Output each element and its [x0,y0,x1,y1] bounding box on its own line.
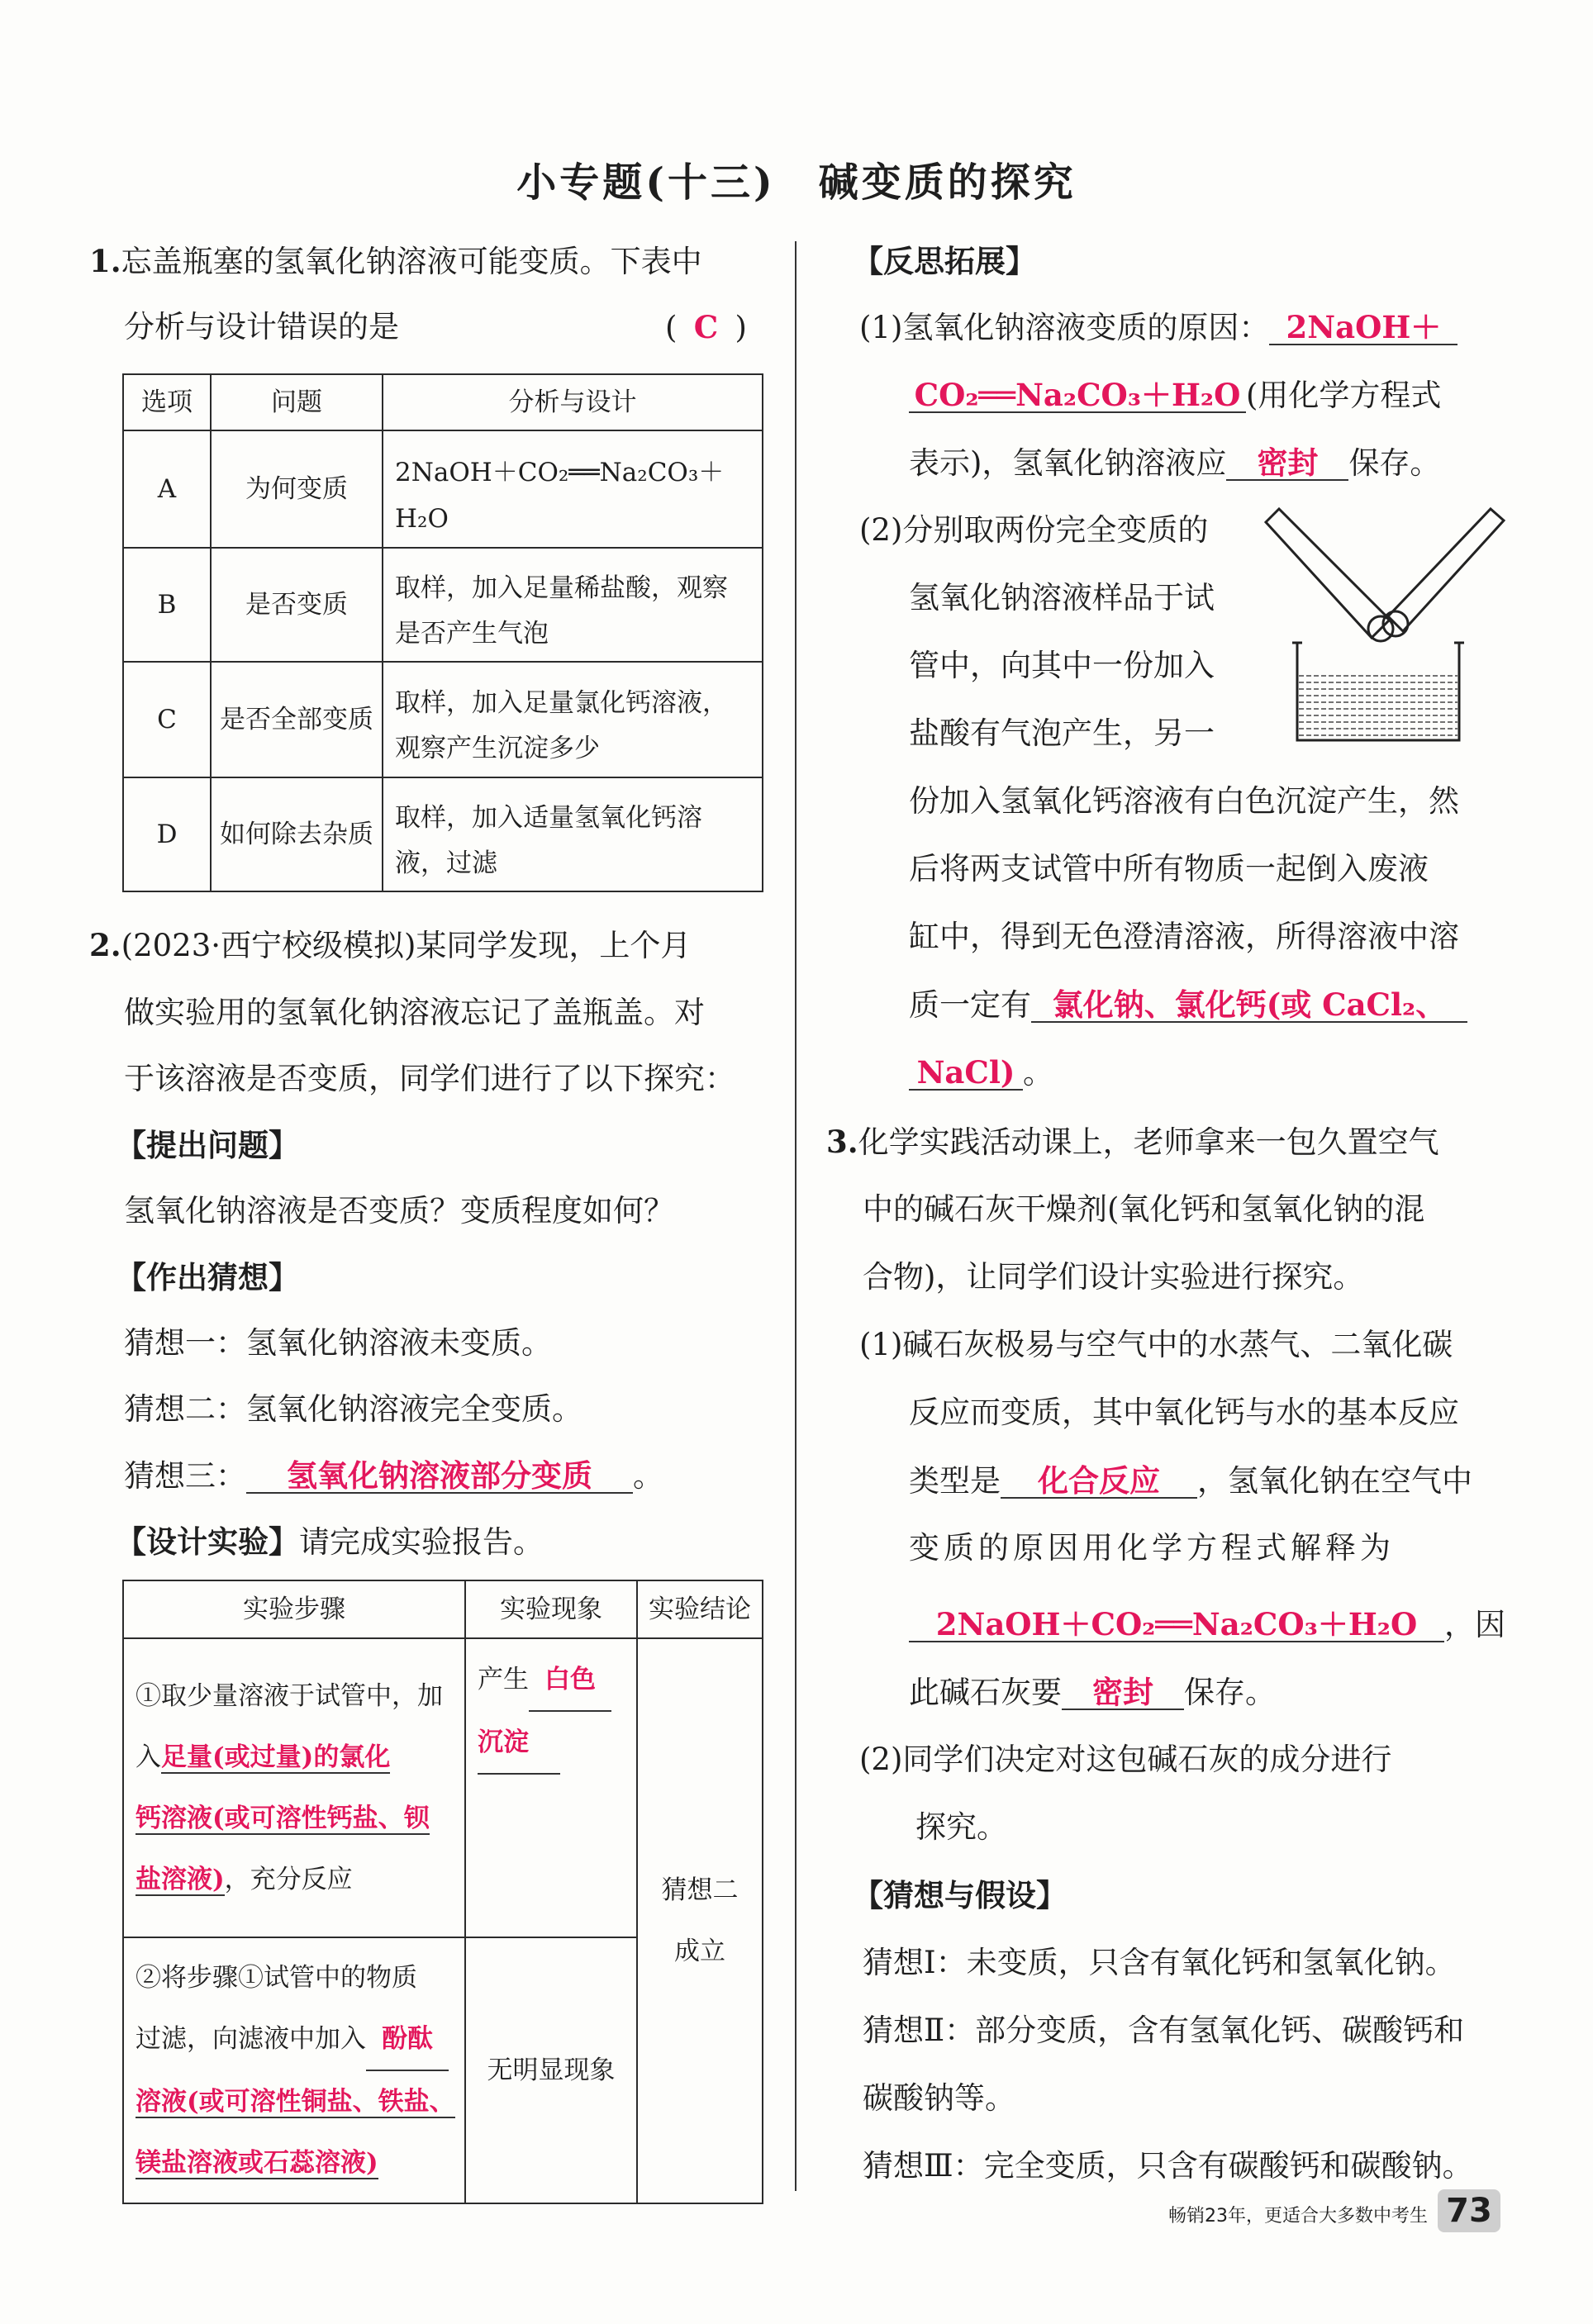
q2-reflect1-line3: 表示)，氢氧化钠溶液应 密封 保存。 [909,444,1441,481]
q2-reflect1-line2: CO₂══Na₂CO₃＋H₂O (用化学方程式 [909,378,1441,413]
q3-s1-line3: 类型是 化合反应 ，氢氧化钠在空气中 [909,1462,1472,1499]
q3-s1-line2: 反应而变质，其中氧化钙与水的基本反应 [909,1395,1459,1430]
q2-line3: 于该溶液是否变质，同学们进行了以下探究： [124,1061,735,1096]
table-row: A 为何变质 2NaOH＋CO₂══Na₂CO₃＋ H₂O [123,430,763,548]
q2-guess1: 猜想一：氢氧化钠溶液未变质。 [124,1325,552,1361]
q2-reflect1-answer-a: 2NaOH＋ [1269,311,1457,345]
table-row: D 如何除去杂质 取样，加入适量氢氧化钙溶 液，过滤 [123,777,763,891]
q2-reflect1-seal: 密封 [1226,446,1348,481]
q1-th-option: 选项 [123,374,211,430]
q2-reflect2-answer-a: 氯化钠、氯化钙(或 CaCl₂、 [1031,988,1467,1023]
q2-line1: 2.(2023·西宁校级模拟)某同学发现，上个月 [89,927,692,963]
q1-number: 1. [89,243,121,279]
q2-reflect2-line2: 氢氧化钠溶液样品于试 [909,580,1215,615]
table-row: ②将步骤①试管中的物质 过滤，向滤液中加入 酚酞 溶液(或可溶性铜盐、铁盐、 镁盐溶液或石蕊溶液) 无明显现象 [123,1937,763,2203]
q2-guess3-answer: 氢氧化钠溶液部分变质 [246,1459,633,1494]
q1-line2: 分析与设计错误的是 [124,309,399,345]
q3-s1-line6: 此碱石灰要 密封 保存。 [909,1674,1276,1710]
q3-line3: 合物)，让同学们设计实验进行探究。 [863,1259,1364,1295]
test-tubes-and-beaker-illustration [1256,504,1514,744]
test-tube-right-icon [1383,509,1504,636]
q2-heading-reflect: 【反思拓展】 [853,243,1036,279]
q2-question: 氢氧化钠溶液是否变质？变质程度如何？ [124,1193,674,1229]
column-divider [795,241,796,2191]
beaker-icon [1292,643,1464,740]
page-title: 小专题(十三) 碱变质的探究 [516,159,1077,206]
q3-s1-answer-type: 化合反应 [1001,1464,1197,1499]
q2-heading-question: 【提出问题】 [116,1127,299,1163]
q2-reflect2-line1: (2)分别取两份完全变质的 [859,512,1209,548]
q2-reflect1-answer-b: CO₂══Na₂CO₃＋H₂O [909,378,1246,413]
q3-s1-answer-eq: 2NaOH＋CO₂══Na₂CO₃＋H₂O [909,1608,1444,1642]
q3-s2-line1: (2)同学们决定对这包碱石灰的成分进行 [859,1742,1392,1777]
q3-s1-line1: (1)碱石灰极易与空气中的水蒸气、二氧化碳 [859,1327,1453,1362]
q2-reflect2-line5: 份加入氢氧化钙溶液有白色沉淀产生，然 [909,783,1459,819]
q2-table [122,1580,763,2204]
q2-reflect1-line1: (1)氢氧化钠溶液变质的原因： 2NaOH＋ [859,311,1457,345]
q3-hypothesis3: 猜想Ⅲ：完全变质，只含有碳酸钙和碳酸钠。 [863,2148,1473,2184]
q2-reflect2-answer-b: NaCl) [909,1056,1023,1091]
q2-heading-guess: 【作出猜想】 [116,1259,299,1295]
q2-phenomenon1-answer: 白色 [529,1649,611,1712]
q2-guess3: 猜想三： 氢氧化钠溶液部分变质 。 [124,1457,663,1494]
q2-reflect2-line4: 盐酸有气泡产生，另一 [909,715,1215,751]
q1-th-analysis: 分析与设计 [383,374,763,430]
q2-step2-answer: 酚酞 [366,2008,449,2071]
q1-answer: C [693,309,719,345]
q3-s1-line5: 2NaOH＋CO₂══Na₂CO₃＋H₂O ，因 [909,1608,1505,1642]
q2-number: 2. [89,927,121,963]
table-row: ①取少量溶液于试管中，加 入足量(或过量)的氯化 钙溶液(或可溶性钙盐、钡 盐溶液)，充分反应 产生 白色 沉淀 猜想二 成立 [123,1638,763,1937]
q3-heading-hypothesis: 【猜想与假设】 [853,1877,1067,1913]
q3-s1-line4: 变质的原因用化学方程式解释为 [909,1530,1395,1566]
q2-design: 【设计实验】请完成实验报告。 [116,1523,544,1560]
q3-number: 3. [826,1124,858,1160]
q2-phenomenon2: 无明显现象 [465,1937,637,2203]
q1-answer-bracket: ( C ) [665,309,747,345]
q2-th-phenomenon: 实验现象 [465,1580,637,1638]
q3-hypothesis2-line2: 碳酸钠等。 [863,2080,1015,2116]
q3-line2: 中的碱石灰干燥剂(氧化钙和氢氧化钠的混 [863,1191,1425,1227]
table-row: C 是否全部变质 取样，加入足量氯化钙溶液， 观察产生沉淀多少 [123,662,763,777]
q2-reflect2-line7: 缸中，得到无色澄清溶液，所得溶液中溶 [909,919,1459,954]
q1-table [122,373,763,892]
q1-line1: 1.忘盖瓶塞的氢氧化钠溶液可能变质。下表中 [89,243,702,279]
q2-line2: 做实验用的氢氧化钠溶液忘记了盖瓶盖。对 [124,995,705,1030]
q1-th-question: 问题 [211,374,383,430]
table-row: B 是否变质 取样，加入足量稀盐酸，观察 是否产生气泡 [123,548,763,662]
q3-s1-seal: 密封 [1062,1675,1184,1710]
footer-slogan: 畅销23年，更适合大多数中考生 [1168,2206,1428,2227]
q2-reflect2-line3: 管中，向其中一份加入 [909,648,1215,683]
q2-guess2: 猜想二：氢氧化钠溶液完全变质。 [124,1391,583,1427]
q2-th-step: 实验步骤 [123,1580,465,1638]
q3-line1: 3.化学实践活动课上，老师拿来一包久置空气 [826,1124,1439,1160]
q3-s2-line2: 探究。 [915,1809,1007,1845]
page-number: 73 [1438,2189,1500,2232]
q3-hypothesis1: 猜想Ⅰ：未变质，只含有氧化钙和氢氧化钠。 [863,1945,1456,1980]
q3-hypothesis2-line1: 猜想Ⅱ：部分变质，含有氢氧化钙、碳酸钙和 [863,2013,1465,2048]
q2-conclusion: 猜想二 成立 [637,1638,763,2203]
q2-step1-answer: 足量(或过量)的氯化 [161,1742,391,1772]
test-tube-left-icon [1266,509,1393,641]
q2-reflect2-line8: 质一定有 氯化钠、氯化钙(或 CaCl₂、 [909,988,1467,1023]
q2-reflect2-line6: 后将两支试管中所有物质一起倒入废液 [909,851,1429,886]
liquid-hatch [1299,676,1457,735]
q2-th-conclusion: 实验结论 [637,1580,763,1638]
q2-reflect2-line9: NaCl) 。 [909,1056,1053,1091]
